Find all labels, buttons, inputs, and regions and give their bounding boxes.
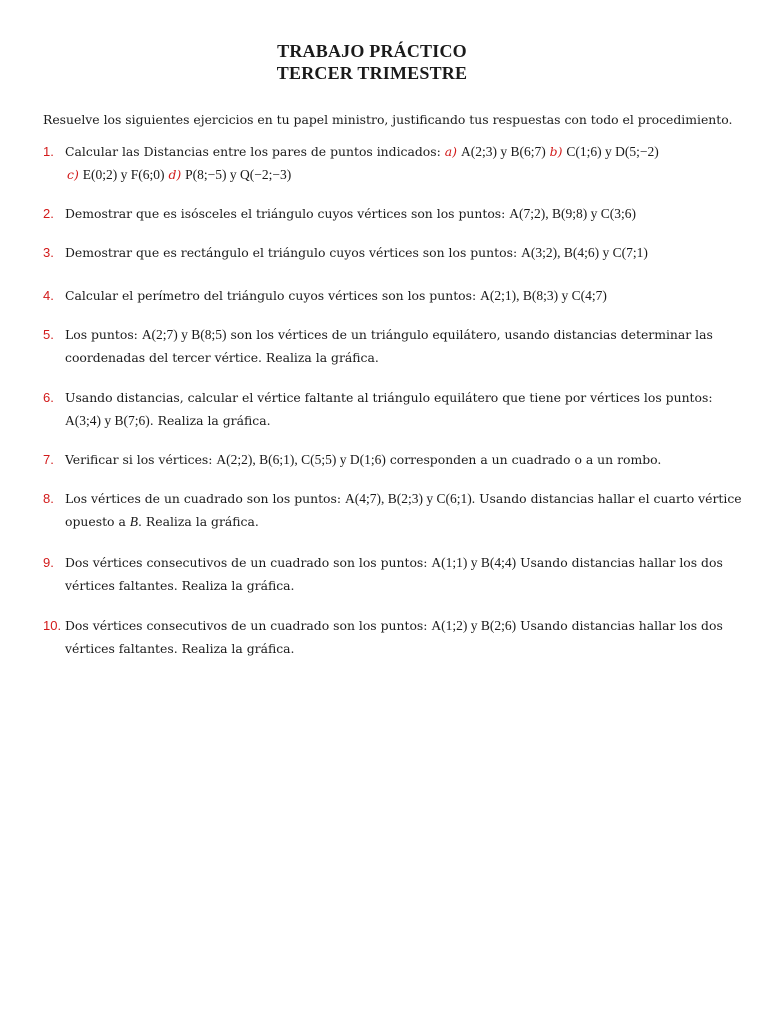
- exercise-text: Calcular el perímetro del triángulo cuyos vértices son los puntos:: [65, 288, 477, 303]
- exercise-math: A(3;4) y B(7;6): [65, 413, 150, 428]
- exercise-number: 6.: [43, 390, 54, 405]
- exercise-math: A(7;2), B(9;8) y C(3;6): [509, 206, 636, 221]
- title-line-1: TRABAJO PRÁCTICO: [277, 41, 467, 61]
- exercise-text: Calcular las Distancias entre los pares de puntos indicados:: [65, 144, 441, 159]
- exercise-number: 4.: [43, 288, 54, 303]
- exercise-text-line2: opuesto a: [65, 514, 126, 529]
- sub-label-a: a): [444, 144, 457, 159]
- exercise-text-after: Usando distancias hallar los dos: [520, 618, 723, 633]
- sub-math-c: E(0;2) y F(6;0): [82, 167, 165, 182]
- exercise-text-line2: vértices faltantes. Realiza la gráfica.: [65, 578, 295, 593]
- document-title: [0, 40, 744, 84]
- sub-math-d: P(8;−5) y Q(−2;−3): [185, 167, 292, 182]
- exercise-number: 8.: [43, 491, 54, 506]
- sub-label-d: d): [168, 167, 182, 182]
- exercise-number: 10.: [43, 618, 62, 633]
- exercise-1: [43, 140, 733, 186]
- title-line-2: TERCER TRIMESTRE: [276, 63, 468, 83]
- sub-math-b: C(1;6) y D(5;−2): [566, 144, 659, 159]
- exercise-2: [43, 202, 733, 225]
- exercise-text: Dos vértices consecutivos de un cuadrado son los puntos:: [65, 555, 428, 570]
- exercise-text: Los puntos:: [65, 327, 138, 342]
- exercise-text: Usando distancias, calcular el vértice faltante al triángulo equilátero que tiene por vértices los puntos:: [65, 390, 713, 405]
- exercise-math: A(3;2), B(4;6) y C(7;1): [521, 245, 648, 260]
- exercise-8: [43, 487, 742, 533]
- exercise-text: Demostrar que es rectángulo el triángulo cuyos vértices son los puntos:: [65, 245, 518, 260]
- exercise-text-line2-end: . Realiza la gráfica.: [138, 514, 259, 529]
- exercise-9: [43, 551, 733, 597]
- exercise-math: A(2;1), B(8;3) y C(4;7): [480, 288, 607, 303]
- exercise-math-line2: B: [129, 514, 139, 529]
- sub-label-c: c): [67, 167, 79, 182]
- exercise-5: [43, 323, 733, 369]
- exercise-text-line2: coordenadas del tercer vértice. Realiza la gráfica.: [65, 350, 379, 365]
- exercise-number: 1.: [43, 144, 54, 159]
- intro-paragraph: Resuelve los siguientes ejercicios en tu papel ministro, justificando tus respuestas con todo el procedimiento.: [43, 112, 733, 127]
- exercise-7: [43, 448, 733, 471]
- sub-label-b: b): [549, 144, 563, 159]
- exercise-4: [43, 284, 733, 307]
- exercise-number: 2.: [43, 206, 54, 221]
- exercise-text-after: Usando distancias hallar los dos: [520, 555, 723, 570]
- exercise-text-after: corresponden a un cuadrado o a un rombo.: [389, 452, 662, 467]
- exercise-number: 9.: [43, 555, 54, 570]
- exercise-10: [43, 614, 733, 660]
- exercise-text-line2: . Realiza la gráfica.: [149, 413, 271, 428]
- exercise-3: [43, 241, 733, 264]
- exercise-math: A(4;7), B(2;3) y C(6;1).: [345, 491, 476, 506]
- exercise-number: 7.: [43, 452, 54, 467]
- exercise-number: 5.: [43, 327, 54, 342]
- exercise-text: Verificar si los vértices:: [65, 452, 213, 467]
- exercise-math: A(2;7) y B(8;5): [141, 327, 227, 342]
- exercise-text-after: Usando distancias hallar el cuarto vértice: [479, 491, 742, 506]
- exercise-math: A(1;1) y B(4;4): [431, 555, 517, 570]
- exercise-math: A(2;2), B(6;1), C(5;5) y D(1;6): [216, 452, 386, 467]
- exercise-text: Los vértices de un cuadrado son los puntos:: [65, 491, 342, 506]
- exercise-number: 3.: [43, 245, 54, 260]
- exercise-text-line2: vértices faltantes. Realiza la gráfica.: [65, 641, 295, 656]
- exercise-math: A(1;2) y B(2;6): [431, 618, 517, 633]
- exercise-text-after: son los vértices de un triángulo equilátero, usando distancias determinar las: [230, 327, 713, 342]
- exercise-text: Dos vértices consecutivos de un cuadrado son los puntos:: [65, 618, 428, 633]
- sub-math-a: A(2;3) y B(6;7): [460, 144, 546, 159]
- exercise-6: [43, 386, 733, 432]
- exercise-text: Demostrar que es isósceles el triángulo cuyos vértices son los puntos:: [65, 206, 506, 221]
